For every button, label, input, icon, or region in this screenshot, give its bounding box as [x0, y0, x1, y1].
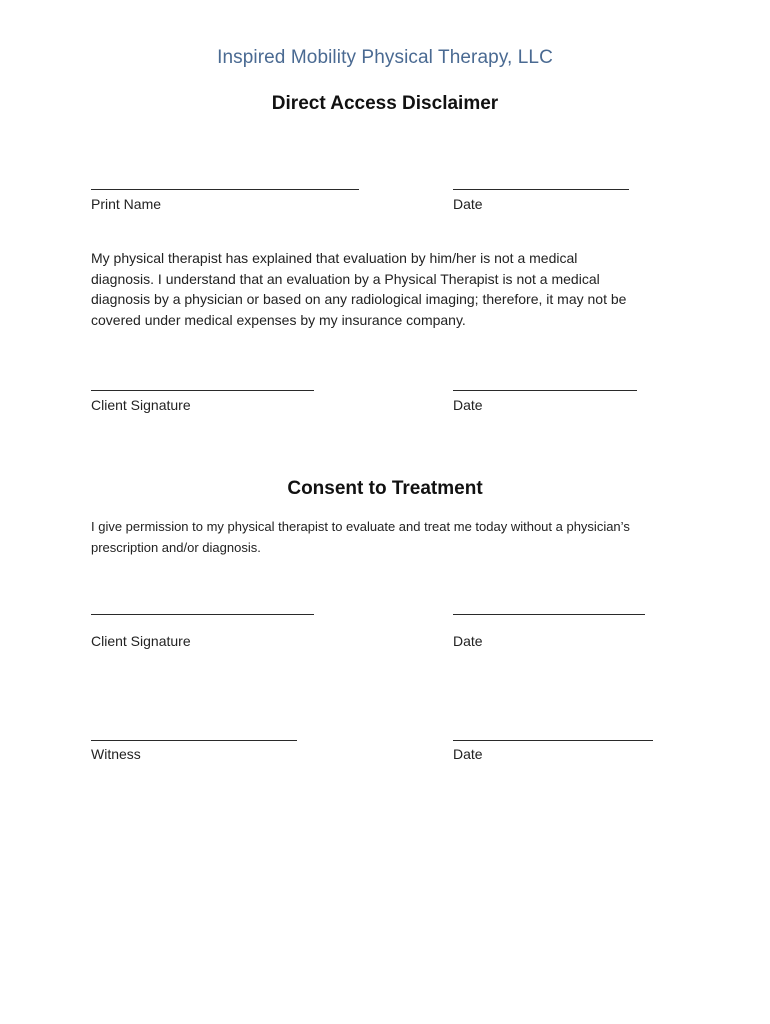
print-name-line[interactable] [91, 189, 359, 190]
disclaimer-signature-line[interactable] [91, 390, 314, 391]
print-name-label: Print Name [91, 196, 162, 212]
witness-signature-line[interactable] [91, 740, 297, 741]
consent-signature-line[interactable] [91, 614, 314, 615]
disclaimer-line: My physical therapist has explained that evaluation by him/her is not a medical [91, 250, 578, 266]
disclaimer-date-label: Date [453, 397, 483, 413]
consent-date-label: Date [453, 633, 483, 649]
consent-line: I give permission to my physical therapist to evaluate and treat me today without a physician’s [91, 519, 630, 534]
witness-date-line[interactable] [453, 740, 653, 741]
consent-line: prescription and/or diagnosis. [91, 540, 261, 555]
disclaimer-line: diagnosis by a physician or based on any radiological imaging; therefore, it may not be [91, 291, 627, 307]
consent-title: Consent to Treatment [287, 478, 483, 499]
witness-label: Witness [91, 746, 141, 762]
consent-signature-label: Client Signature [91, 633, 191, 649]
consent-date-line[interactable] [453, 614, 645, 615]
disclaimer-signature-label: Client Signature [91, 397, 191, 413]
company-name: Inspired Mobility Physical Therapy, LLC [217, 47, 553, 68]
disclaimer-line: covered under medical expenses by my insurance company. [91, 311, 466, 328]
disclaimer-text [91, 248, 681, 330]
print-date-label: Date [453, 196, 483, 212]
print-date-line[interactable] [453, 189, 629, 190]
page-title: Direct Access Disclaimer [271, 93, 499, 114]
witness-date-label: Date [453, 746, 483, 762]
consent-text [91, 516, 681, 558]
disclaimer-date-line[interactable] [453, 390, 637, 391]
disclaimer-line: diagnosis. I understand that an evaluation by a Physical Therapist is not a medical [91, 270, 600, 287]
